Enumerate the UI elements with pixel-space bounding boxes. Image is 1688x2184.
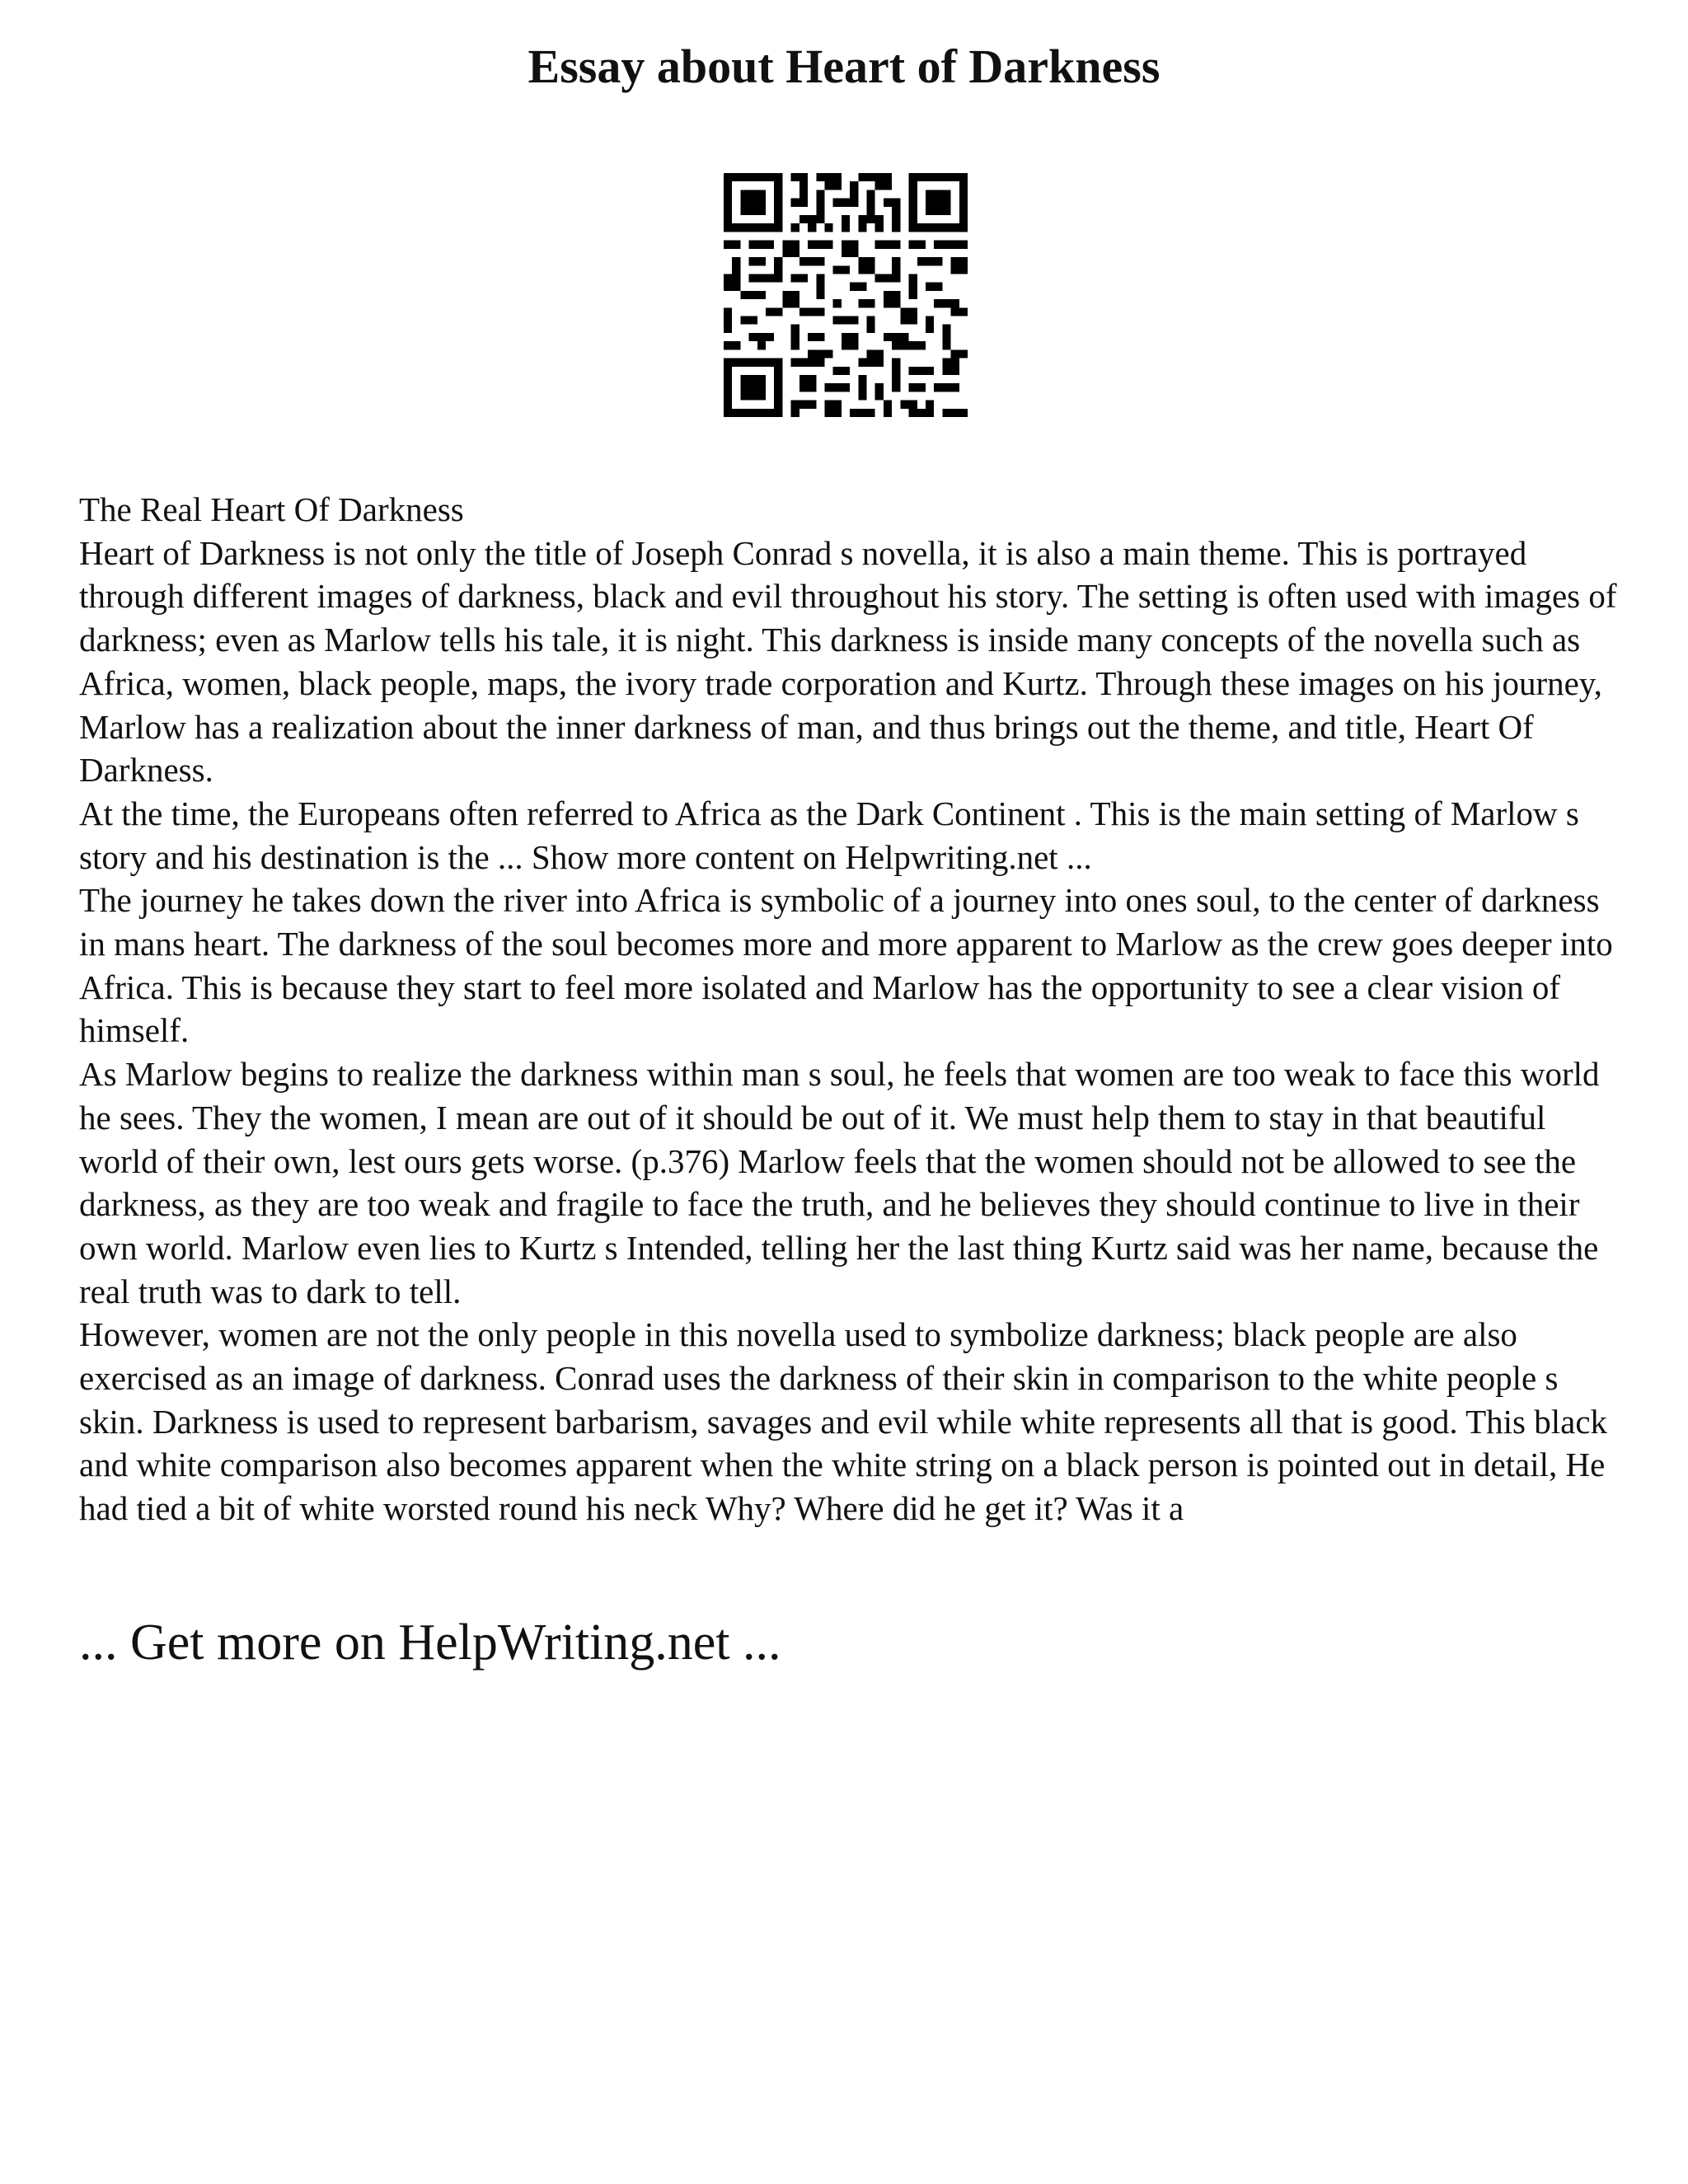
document-title: Essay about Heart of Darkness [528,40,1160,93]
essay-paragraph: Heart of Darkness is not only the title of Joseph Conrad s novella, it is also a main theme. This is portrayed through different images of darkness, black and evil throughout his story. The setting is often used with images of darkness; even as Marlow tells his tale, it is night. This darkness is inside many concepts of the novella such as Africa, women, black people, maps, the ivory trade corporation and Kurtz. Through these images on his journey, Marlow has a realization about the inner darkness of man, and thus brings out the theme, and title, Heart Of Darkness. [79,533,1617,790]
essay-paragraph: However, women are not the only people in this novella used to symbolize darkness; black people are also exercised as an image of darkness. Conrad uses the darkness of their skin in comparison to the white people s skin. Darkness is used to represent barbarism, savages and evil while white represents all that is good. This black and white comparison also becomes apparent when the white string on a black person is pointed out in detail, He had tied a bit of white worsted round his neck Why? Where did he get it? Was it a [79,1315,1608,1528]
essay-paragraph: The journey he takes down the river into Africa is symbolic of a journey into ones soul, to the center of darkness in mans heart. The darkness of the soul becomes more and more apparent to Marlow as the crew goes deeper into Africa. This is because they start to feel more isolated and Marlow has the opportunity to see a clear vision of himself. [79,881,1613,1050]
get-more-link[interactable]: ... Get more on HelpWriting.net ... [79,1615,781,1671]
essay-subtitle: The Real Heart Of Darkness [79,490,464,528]
essay-paragraph: As Marlow begins to realize the darkness within man s soul, he feels that women are too weak to face this world he sees. They the women, I mean are out of it should be out of it. We must help them to stay in that beautiful world of their own, lest ours gets worse. (p.376) Marlow feels that the women should not be allowed to see the darkness, as they are too weak and fragile to face the truth, and he believes they should continue to live in their own world. Marlow even lies to Kurtz s Intended, telling her the last thing Kurtz said was her name, because the real truth was to dark to tell. [79,1055,1600,1310]
essay-body [79,488,1629,1530]
essay-paragraph: At the time, the Europeans often referred to Africa as the Dark Continent . This is the main setting of Marlow s story and his destination is the ... Show more content on Helpwriting.net ... [79,794,1579,876]
qr-code-icon [724,173,968,417]
